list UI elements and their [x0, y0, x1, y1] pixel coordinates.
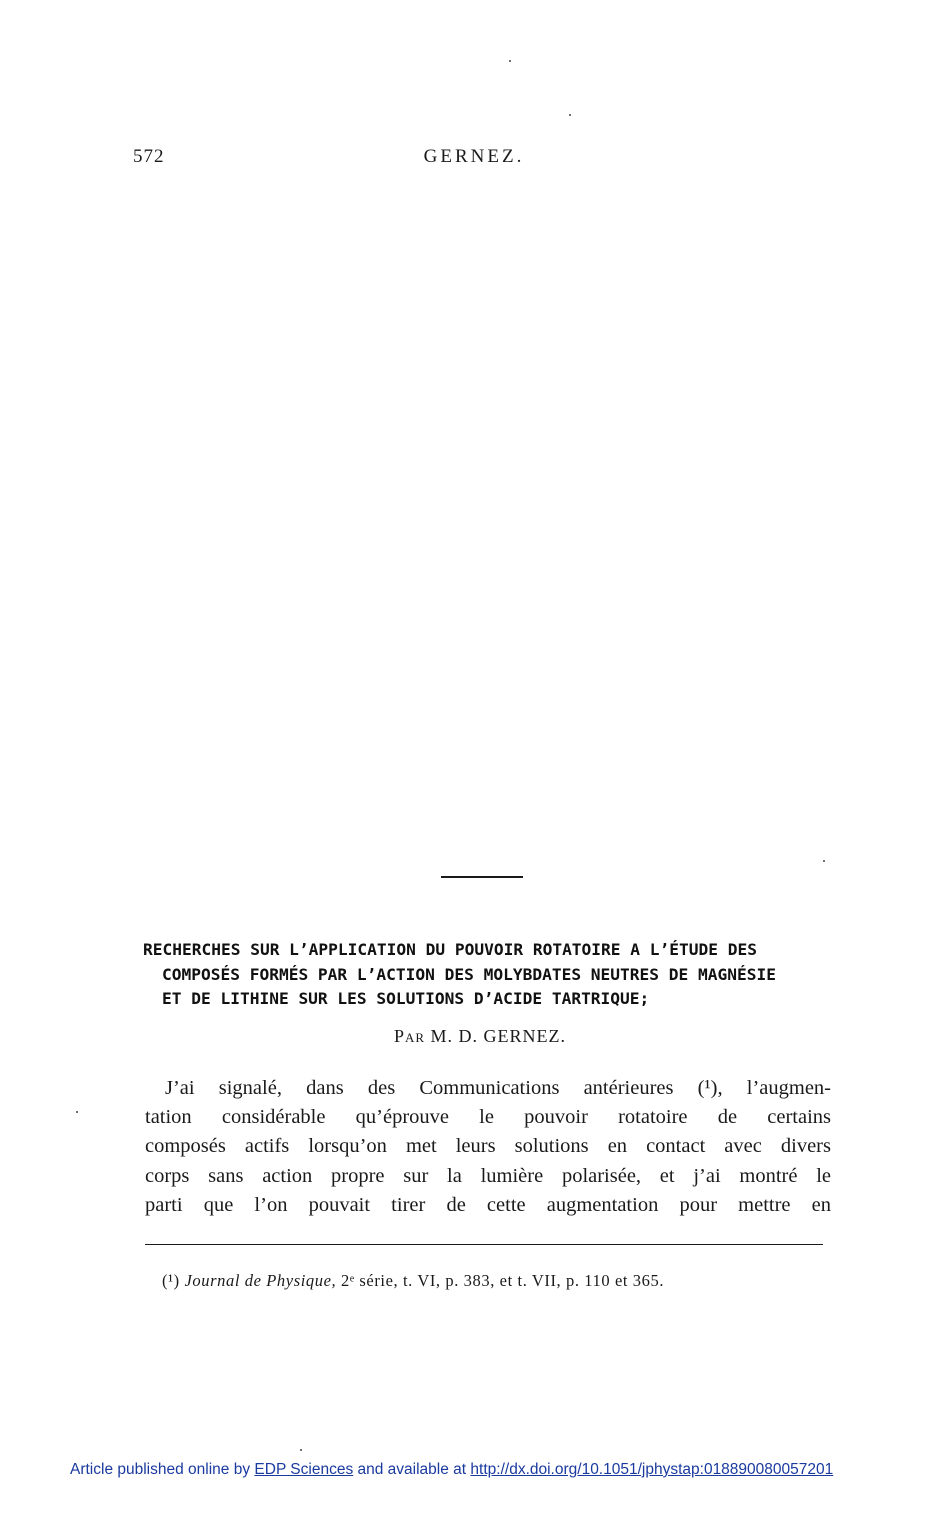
publisher-link[interactable]: EDP Sciences — [254, 1461, 354, 1478]
footnote — [162, 1271, 664, 1291]
body-line: parti que l’on pouvait tirer de cette augmentation pour mettre en — [145, 1193, 831, 1216]
body-paragraph — [145, 1074, 831, 1220]
title-line: ET DE LITHINE SUR LES SOLUTIONS D’ACIDE TARTRIQUE; — [162, 989, 650, 1008]
page-number: 572 — [133, 146, 165, 167]
dot — [569, 114, 571, 116]
body-line: composés actifs lorsqu’on met leurs solutions en contact avec divers — [145, 1135, 831, 1158]
publisher-bar — [70, 1461, 833, 1479]
publisher-prefix: Article published online by — [70, 1461, 251, 1478]
dot — [509, 60, 511, 62]
byline-author: M. D. GERNEZ. — [430, 1026, 567, 1046]
footnote-rule — [145, 1244, 823, 1245]
dot — [300, 1449, 302, 1451]
body-line: tation considérable qu’éprouve le pouvoir rotatoire de certains — [145, 1106, 831, 1129]
body-line: J’ai signalé, dans des Communications antérieures (¹), l’augmen- — [165, 1077, 831, 1099]
footnote-details: 2ᵉ série, t. VI, p. 383, et t. VII, p. 110 et 365. — [340, 1271, 665, 1290]
body-line: corps sans action propre sur la lumière polarisée, et j’ai montré le — [145, 1164, 831, 1187]
title-line: RECHERCHES SUR L’APPLICATION DU POUVOIR ROTATOIRE A L’ÉTUDE DES — [143, 940, 757, 959]
publisher-middle: and available at — [357, 1461, 467, 1478]
article-title — [143, 938, 833, 1012]
dot — [76, 1111, 78, 1113]
footnote-marker: (¹) — [162, 1271, 180, 1290]
byline-prefix: Par — [393, 1026, 426, 1046]
dot — [823, 860, 825, 862]
section-separator — [441, 876, 523, 878]
footnote-journal: Journal de Physique, — [184, 1271, 337, 1290]
doi-link[interactable]: http://dx.doi.org/10.1051/jphystap:018890080057201 — [470, 1461, 834, 1478]
byline — [0, 1026, 930, 1047]
title-line: COMPOSÉS FORMÉS PAR L’ACTION DES MOLYBDATES NEUTRES DE MAGNÉSIE — [162, 964, 776, 984]
running-head: GERNEZ. — [423, 146, 525, 167]
